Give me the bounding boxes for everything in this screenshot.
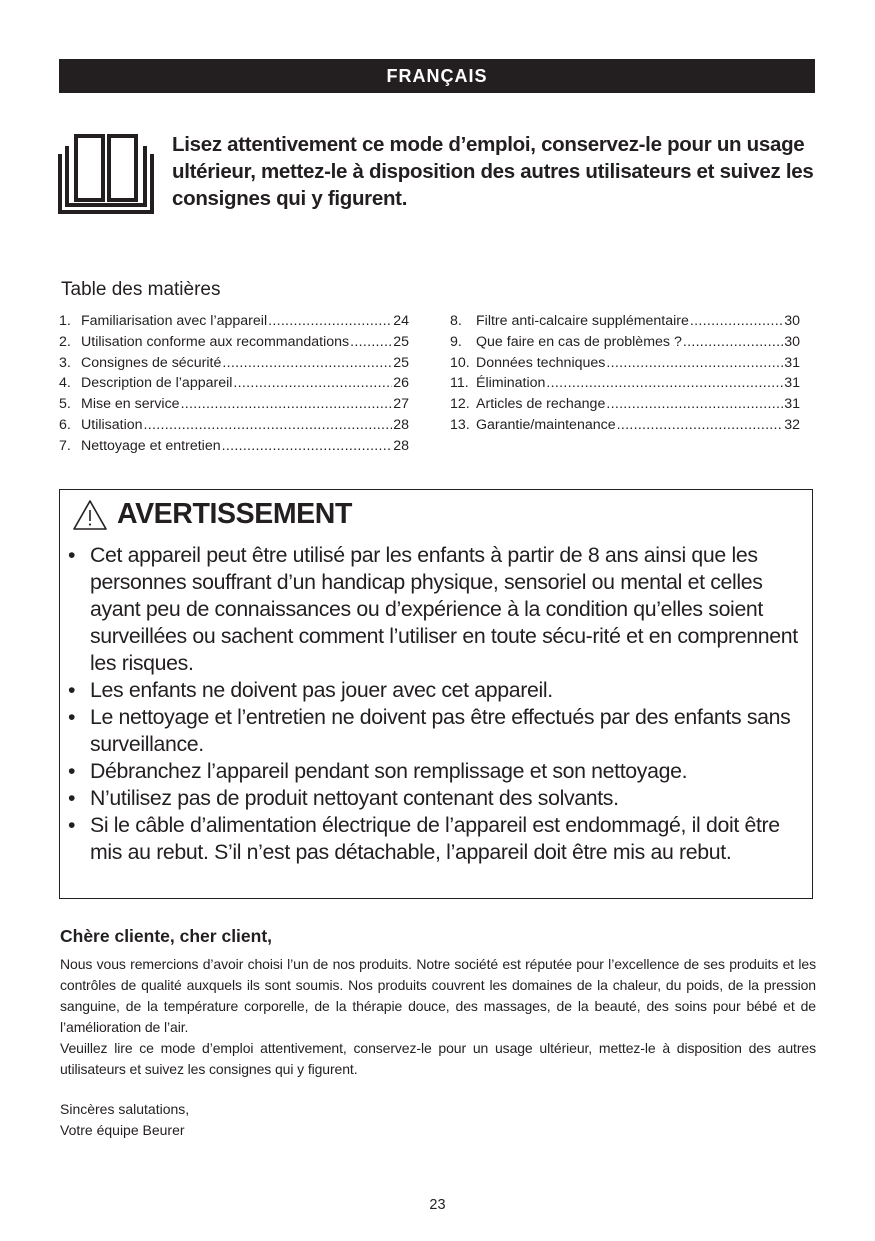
toc-left-column bbox=[59, 311, 409, 457]
toc-entry-number: 3. bbox=[59, 354, 71, 371]
toc-title: Table des matières bbox=[61, 279, 221, 300]
toc-entry-page: 25 bbox=[393, 354, 409, 371]
warning-title: AVERTISSEMENT bbox=[117, 498, 352, 530]
toc-entry-number: 10. bbox=[450, 354, 470, 371]
toc-entry-label: Que faire en cas de problèmes ? bbox=[476, 333, 682, 350]
toc-entry-label: Élimination bbox=[476, 375, 546, 392]
warning-list bbox=[68, 542, 804, 866]
toc-entry-label: Articles de rechange bbox=[476, 396, 606, 413]
greeting-paragraph: Veuillez lire ce mode d’emploi attentivement, conservez-le pour un usage ultérieur, mettez-le à disposition des autres utilisateurs et suivez les consignes qui y figurent. bbox=[60, 1040, 816, 1077]
toc-entry bbox=[450, 353, 800, 374]
toc-leader-dots bbox=[350, 332, 392, 353]
toc-entry bbox=[59, 332, 409, 353]
warning-item: • Si le câble d’alimentation électrique de l’appareil est endommagé, il doit être mis au rebut. S’il n’est pas détachable, l’appareil doit être mis au rebut. bbox=[68, 812, 804, 866]
toc-entry-page: 25 bbox=[393, 333, 409, 350]
toc-entry-page: 24 bbox=[393, 313, 409, 329]
toc-leader-dots bbox=[690, 311, 783, 332]
toc-entry bbox=[59, 415, 409, 436]
toc-entry-number: 9. bbox=[450, 333, 462, 350]
warning-item: • N’utilisez pas de produit nettoyant contenant des solvants. bbox=[68, 785, 804, 812]
signoff-line: Sincères salutations, bbox=[60, 1101, 190, 1117]
toc-entry-number: 5. bbox=[59, 396, 71, 413]
toc-leader-dots bbox=[617, 415, 784, 436]
toc-right-column bbox=[450, 311, 800, 436]
intro-notice: Lisez attentivement ce mode d’emploi, conservez-le pour un usage ultérieur, mettez-le à disposition des autres utilisateurs et suivez les consignes qui y figurent. bbox=[172, 133, 814, 210]
toc-entry-label: Consignes de sécurité bbox=[81, 354, 222, 371]
toc-entry-label: Nettoyage et entretien bbox=[81, 437, 221, 454]
toc-entry-page: 28 bbox=[393, 437, 409, 454]
toc-entry-page: 30 bbox=[784, 313, 800, 329]
signoff bbox=[60, 1099, 189, 1141]
language-header bbox=[59, 59, 815, 93]
toc-entry-number: 4. bbox=[59, 375, 71, 392]
toc-entry bbox=[59, 436, 409, 457]
open-book-icon bbox=[58, 132, 154, 214]
toc-entry bbox=[450, 394, 800, 415]
warning-header bbox=[72, 498, 352, 531]
toc-entry bbox=[59, 353, 409, 374]
toc-entry-page: 28 bbox=[393, 416, 409, 433]
toc-entry-number: 7. bbox=[59, 437, 71, 454]
toc-entry-page: 26 bbox=[393, 375, 409, 392]
toc-entry-page: 32 bbox=[784, 416, 800, 433]
toc-entry bbox=[450, 373, 800, 394]
toc-leader-dots bbox=[222, 353, 392, 374]
toc-leader-dots bbox=[222, 436, 393, 457]
toc-entry bbox=[59, 311, 409, 332]
toc-entry-number: 6. bbox=[59, 416, 71, 433]
language-label: FRANÇAIS bbox=[386, 65, 488, 86]
toc-entry-page: 27 bbox=[393, 396, 409, 413]
warning-item: • Cet appareil peut être utilisé par les enfants à partir de 8 ans ainsi que les personnes souffrant d’un handicap physique, sensoriel ou mental et celles ayant peu de connaissances ou d’expérience à la condition qu’elles soient surveillées ou sachent comment l’utiliser en toute sécu-rité et en comprennent les risques. bbox=[68, 542, 804, 677]
toc-entry bbox=[59, 373, 409, 394]
warning-triangle-icon bbox=[72, 499, 108, 531]
greeting-body bbox=[60, 954, 816, 1080]
toc-leader-dots bbox=[606, 353, 783, 374]
toc-entry-label: Données techniques bbox=[476, 354, 606, 371]
warning-item: • Débranchez l’appareil pendant son remplissage et son nettoyage. bbox=[68, 758, 804, 785]
toc-entry-number: 2. bbox=[59, 333, 71, 350]
toc-entry-number: 1. bbox=[59, 313, 71, 329]
page-number: 23 bbox=[429, 1197, 446, 1213]
toc-entry-page: 31 bbox=[784, 354, 800, 371]
toc-leader-dots bbox=[144, 415, 393, 436]
toc-entry-label: Utilisation bbox=[81, 416, 143, 433]
toc-entry-label: Familiarisation avec l’appareil bbox=[81, 313, 268, 329]
warning-item: • Le nettoyage et l’entretien ne doivent pas être effectués par des enfants sans surveillance. bbox=[68, 704, 804, 758]
toc-entry bbox=[450, 332, 800, 353]
toc-entry-label: Mise en service bbox=[81, 396, 180, 413]
toc-entry-label: Filtre anti-calcaire supplémentaire bbox=[476, 313, 689, 329]
toc-entry-number: 8. bbox=[450, 313, 462, 329]
toc-leader-dots bbox=[683, 332, 783, 353]
toc-entry-label: Description de l’appareil bbox=[81, 375, 233, 392]
toc-entry bbox=[59, 394, 409, 415]
toc-leader-dots bbox=[268, 311, 392, 332]
toc-leader-dots bbox=[606, 394, 783, 415]
toc-entry bbox=[450, 415, 800, 436]
toc-entry-label: Garantie/maintenance bbox=[476, 416, 616, 433]
toc-entry-page: 31 bbox=[784, 396, 800, 413]
warning-item: • Les enfants ne doivent pas jouer avec cet appareil. bbox=[68, 677, 804, 704]
warning-box bbox=[59, 489, 813, 899]
greeting-paragraph: Nous vous remercions d’avoir choisi l’un de nos produits. Notre société est réputée pour l’excellence de ses produits et les contrôles de qualité auxquels ils sont soumis. Nos produits couvrent les domaines de la chaleur, du poids, de la pression sanguine, de la température corporelle, de la thérapie douce, des massages, de la beauté, des soins pour bébé et de l’amélioration de l’air. bbox=[60, 956, 816, 1035]
greeting-title: Chère cliente, cher client, bbox=[60, 926, 273, 946]
toc-entry-label: Utilisation conforme aux recommandations bbox=[81, 333, 350, 350]
toc-entry-number: 13. bbox=[450, 416, 470, 433]
signoff-line: Votre équipe Beurer bbox=[60, 1122, 185, 1138]
toc-entry-page: 31 bbox=[784, 375, 800, 392]
toc-entry bbox=[450, 311, 800, 332]
toc-entry-page: 30 bbox=[784, 333, 800, 350]
toc-entry-number: 11. bbox=[450, 375, 469, 392]
toc-leader-dots bbox=[546, 373, 783, 394]
toc-leader-dots bbox=[181, 394, 393, 415]
toc-leader-dots bbox=[233, 373, 392, 394]
toc-entry-number: 12. bbox=[450, 396, 470, 413]
